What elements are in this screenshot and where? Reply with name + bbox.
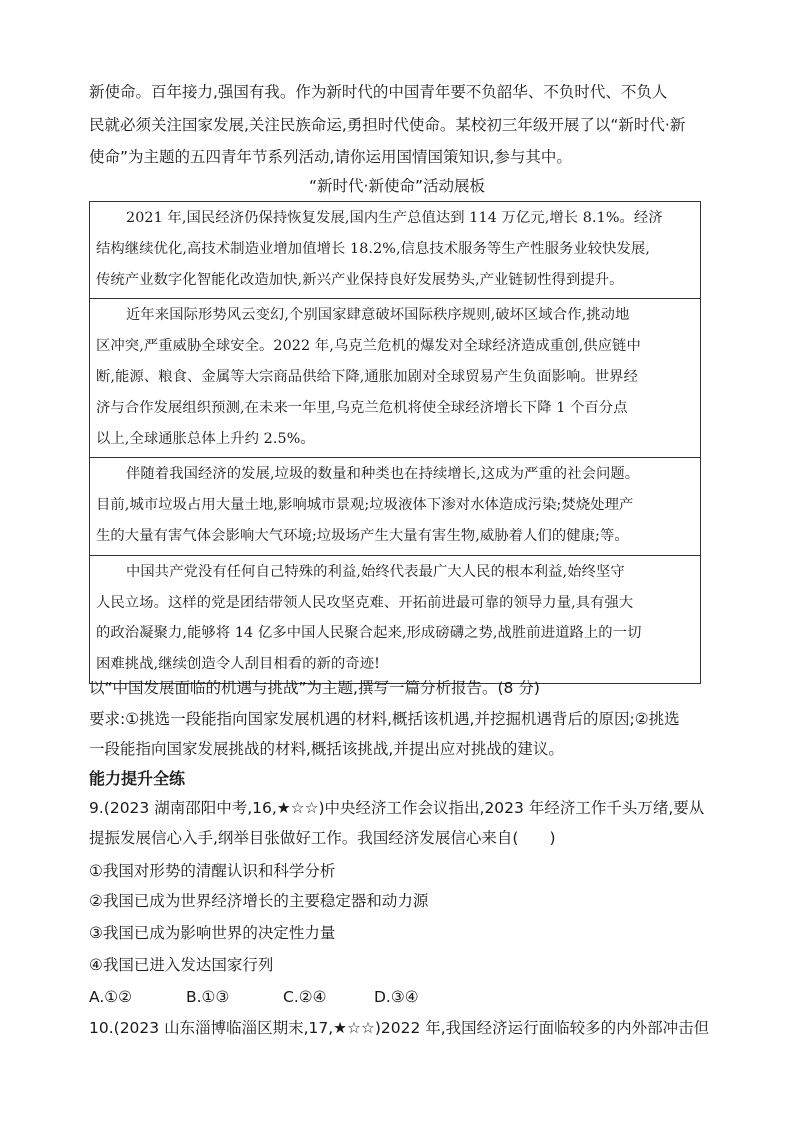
material-4-line-1: 中国共产党没有任何自己特殊的利益,始终代表最广大人民的根本利益,始终坚守: [126, 563, 625, 580]
board-caption: “新时代·新使命”活动展板: [309, 177, 485, 195]
material-cell-3: [90, 458, 701, 555]
question-9-item-1: ①我国对形势的清醒认识和科学分析: [89, 862, 336, 880]
material-2-line-5: 以上,全球通胀总体上升约 2.5%。: [96, 430, 315, 447]
question-9-option-d: D.③④: [374, 988, 419, 1006]
question-9-item-3: ③我国已成为影响世界的决定性力量: [89, 924, 336, 942]
section-heading: 能力提升全练: [89, 769, 186, 788]
intro-line-2: 民就必须关注国家发展,关注民族命运,勇担时代使命。某校初三年级开展了以“新时代·新: [89, 116, 686, 134]
material-row-2: [90, 299, 701, 458]
task-requirement-line-1: 要求:①挑选一段能指向国家发展机遇的材料,概括该机遇,并挖掘机遇背后的原因;②挑选: [89, 710, 680, 728]
intro-line-1: 新使命。百年接力,强国有我。作为新时代的中国青年要不负韶华、不负时代、不负人: [89, 83, 668, 101]
material-row-3: [90, 458, 701, 555]
material-3-line-1: 伴随着我国经济的发展,垃圾的数量和种类也在持续增长,这成为严重的社会问题。: [126, 466, 640, 483]
question-9-item-4: ④我国已进入发达国家行列: [89, 956, 274, 974]
material-row-4: [90, 555, 701, 683]
material-1-line-3: 传统产业数字化智能化改造加快,新兴产业保持良好发展势头,产业链韧性得到提升。: [96, 271, 624, 288]
question-9-option-c: C.②④: [283, 988, 327, 1006]
material-2-line-2: 区冲突,严重威胁全球安全。2022 年,乌克兰危机的爆发对全球经济造成重创,供应链中: [96, 338, 641, 355]
activity-board: [89, 201, 701, 684]
material-4-line-3: 的政治凝聚力,能够将 14 亿多中国人民聚合起来,形成磅礴之势,战胜前进道路上的一切: [96, 625, 642, 642]
question-9-option-a: A.①②: [89, 988, 133, 1006]
question-9-option-b: B.①③: [186, 988, 230, 1006]
material-cell-1: [90, 202, 701, 299]
material-row-1: [90, 202, 701, 299]
question-9-line-1: 9.(2023 湖南邵阳中考,16,★☆☆)中央经济工作会议指出,2023 年经济工作千头万绪,要从: [89, 799, 705, 817]
material-1-line-2: 结构继续优化,高技术制造业增加值增长 18.2%,信息技术服务等生产性服务业较快发展,: [96, 240, 650, 257]
task-requirement-line-2: 一段能指向国家发展挑战的材料,概括该挑战,并提出应对挑战的建议。: [89, 740, 564, 758]
material-3-line-3: 生的大量有害气体会影响大气环境;垃圾场产生大量有害生物,威胁着人们的健康;等。: [96, 527, 629, 544]
task-prompt: 以“中国发展面临的机遇与挑战”为主题,撰写一篇分析报告。(8 分): [89, 679, 540, 697]
material-2-line-4: 济与合作发展组织预测,在未来一年里,乌克兰危机将使全球经济增长下降 1 个百分点: [96, 399, 628, 416]
question-9-line-2: 提振发展信心入手,纲举目张做好工作。我国经济发展信心来自( ): [89, 829, 556, 847]
material-3-line-2: 目前,城市垃圾占用大量土地,影响城市景观;垃圾液体下渗对水体造成污染;焚烧处理产: [96, 497, 634, 514]
question-9-item-2: ②我国已成为世界经济增长的主要稳定器和动力源: [89, 892, 429, 910]
intro-line-3: 使命”为主题的五四青年节系列活动,请你运用国情国策知识,参与其中。: [89, 148, 572, 166]
material-cell-2: [90, 299, 701, 458]
material-2-line-1: 近年来国际形势风云变幻,个别国家肆意破坏国际秩序规则,破坏区域合作,挑动地: [126, 307, 630, 324]
material-4-line-2: 人民立场。这样的党是团结带领人民攻坚克难、开拓前进最可靠的领导力量,具有强大: [96, 594, 634, 611]
material-cell-4: [90, 555, 701, 683]
question-10-line-1: 10.(2023 山东淄博临淄区期末,17,★☆☆)2022 年,我国经济运行面临较多的内外部冲击但: [89, 1019, 710, 1037]
material-2-line-3: 断,能源、粮食、金属等大宗商品供给下降,通胀加剧对全球贸易产生负面影响。世界经: [96, 368, 638, 385]
material-4-line-4: 困难挑战,继续创造令人刮目相看的新的奇迹!: [96, 656, 381, 673]
material-1-line-1: 2021 年,国民经济仍保持恢复发展,国内生产总值达到 114 万亿元,增长 8.1%。经济: [126, 210, 663, 226]
